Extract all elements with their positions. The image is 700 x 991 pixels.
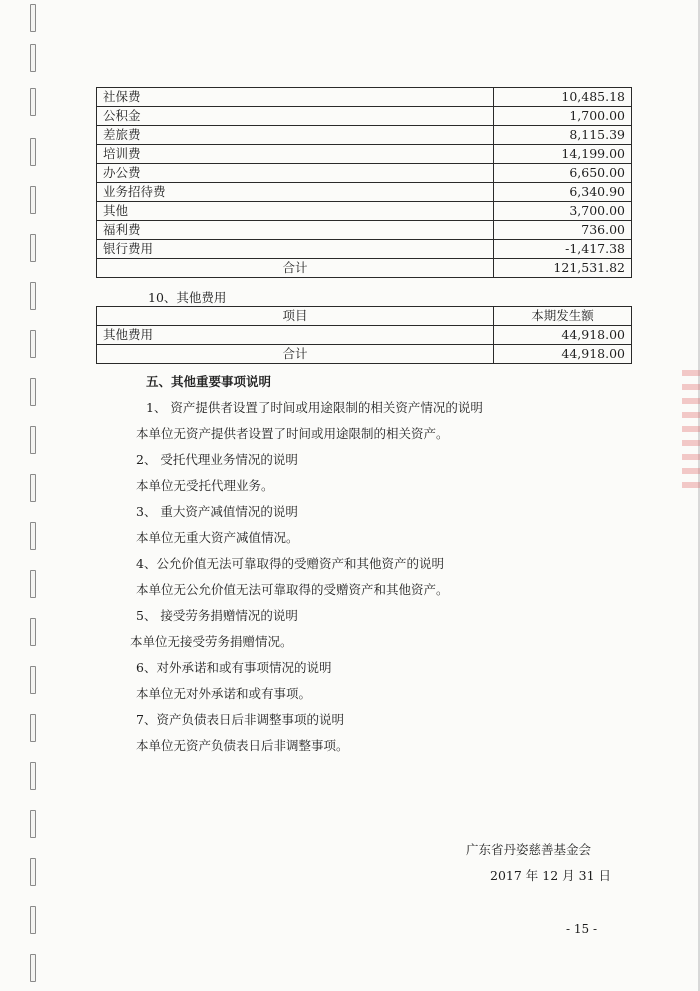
table-row — [97, 221, 632, 240]
note-body: 本单位无公允价值无法可靠取得的受赠资产和其他资产。 — [136, 582, 449, 597]
binder-hole — [30, 666, 36, 694]
amount-cell: 44,918.00 — [494, 326, 632, 345]
binder-hole — [30, 570, 36, 598]
note-title: 3、 重大资产减值情况的说明 — [136, 504, 298, 519]
amount-cell: 3,700.00 — [494, 202, 632, 221]
section-heading-other-expenses: 10、其他费用 — [148, 290, 227, 305]
amount-cell: 10,485.18 — [494, 88, 632, 107]
total-row — [97, 345, 632, 364]
binder-hole — [30, 88, 36, 116]
binder-hole — [30, 474, 36, 502]
table-row — [97, 240, 632, 259]
other-expenses-table — [96, 306, 632, 364]
total-row — [97, 259, 632, 278]
notes-heading: 五、其他重要事项说明 — [146, 374, 272, 389]
binder-hole — [30, 330, 36, 358]
table-row — [97, 183, 632, 202]
binder-hole — [30, 618, 36, 646]
binder-margin — [14, 0, 54, 991]
amount-cell: 6,650.00 — [494, 164, 632, 183]
binder-hole — [30, 810, 36, 838]
binder-hole — [30, 138, 36, 166]
table-row — [97, 126, 632, 145]
item-cell: 培训费 — [97, 145, 494, 164]
binder-hole — [30, 858, 36, 886]
binder-hole — [30, 4, 36, 32]
binder-hole — [30, 954, 36, 982]
binder-hole — [30, 186, 36, 214]
binder-hole — [30, 522, 36, 550]
note-body: 本单位无资产负债表日后非调整事项。 — [136, 738, 349, 753]
header-row — [97, 307, 632, 326]
note-title: 5、 接受劳务捐赠情况的说明 — [136, 608, 298, 623]
total-amount: 121,531.82 — [494, 259, 632, 278]
table-row — [97, 164, 632, 183]
table-row — [97, 88, 632, 107]
note-title: 2、 受托代理业务情况的说明 — [136, 452, 298, 467]
note-body: 本单位无资产提供者设置了时间或用途限制的相关资产。 — [136, 426, 449, 441]
item-cell: 办公费 — [97, 164, 494, 183]
amount-cell: -1,417.38 — [494, 240, 632, 259]
binder-hole — [30, 234, 36, 262]
item-cell: 业务招待费 — [97, 183, 494, 202]
seal-stamp-edge — [682, 370, 700, 490]
note-body: 本单位无受托代理业务。 — [136, 478, 274, 493]
binder-hole — [30, 714, 36, 742]
table-row — [97, 107, 632, 126]
table-row — [97, 145, 632, 164]
binder-hole — [30, 762, 36, 790]
amount-cell: 1,700.00 — [494, 107, 632, 126]
note-title: 7、资产负债表日后非调整事项的说明 — [136, 712, 344, 727]
amount-cell: 6,340.90 — [494, 183, 632, 202]
note-body: 本单位无接受劳务捐赠情况。 — [130, 634, 293, 649]
note-body: 本单位无重大资产减值情况。 — [136, 530, 299, 545]
signature-org: 广东省丹姿慈善基金会 — [466, 842, 592, 857]
note-title: 4、公允价值无法可靠取得的受赠资产和其他资产的说明 — [136, 556, 444, 571]
total-amount: 44,918.00 — [494, 345, 632, 364]
amount-cell: 8,115.39 — [494, 126, 632, 145]
table-row — [97, 326, 632, 345]
binder-hole — [30, 426, 36, 454]
binder-hole — [30, 906, 36, 934]
amount-cell: 736.00 — [494, 221, 632, 240]
note-title: 1、 资产提供者设置了时间或用途限制的相关资产情况的说明 — [146, 400, 483, 415]
note-title: 6、对外承诺和或有事项情况的说明 — [136, 660, 332, 675]
binder-hole — [30, 378, 36, 406]
item-cell: 福利费 — [97, 221, 494, 240]
note-body: 本单位无对外承诺和或有事项。 — [136, 686, 312, 701]
total-label: 合计 — [97, 259, 494, 278]
binder-hole — [30, 44, 36, 72]
expense-table — [96, 87, 632, 278]
signature-date: 2017 年 12 月 31 日 — [490, 868, 611, 883]
item-cell: 其他费用 — [97, 326, 494, 345]
item-cell: 其他 — [97, 202, 494, 221]
column-header-amount: 本期发生额 — [494, 307, 632, 326]
binder-hole — [30, 282, 36, 310]
item-cell: 差旅费 — [97, 126, 494, 145]
item-cell: 银行费用 — [97, 240, 494, 259]
total-label: 合计 — [97, 345, 494, 364]
page-number: - 15 - — [566, 922, 598, 936]
amount-cell: 14,199.00 — [494, 145, 632, 164]
table-row — [97, 202, 632, 221]
column-header-item: 项目 — [97, 307, 494, 326]
item-cell: 公积金 — [97, 107, 494, 126]
item-cell: 社保费 — [97, 88, 494, 107]
